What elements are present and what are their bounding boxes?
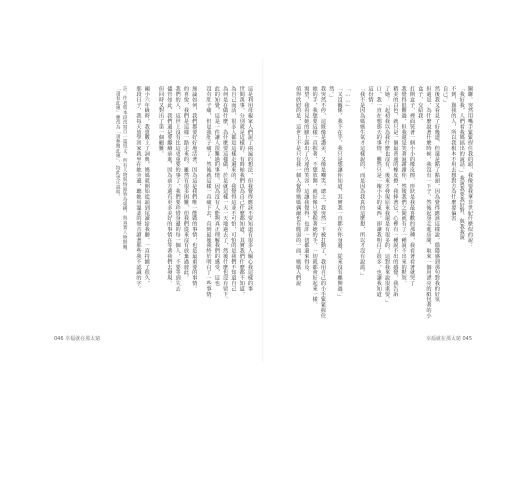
right-folio	[426, 335, 472, 342]
right-page-text	[272, 86, 474, 328]
body-column: 無論如何，我們都要好好地活著，因為這是我們唯一能做的事情，也是最重要的事情。	[191, 86, 198, 292]
body-column: 「我不是因為媽媽生氣才這樣說的，而是因為我真的這麼想，所以才沒有說謊。」	[359, 86, 366, 278]
body-column: 「又沒關係，我不在乎，我只是想讓你知道，其實我一直都在你身邊，從來沒有離開過。」	[336, 86, 343, 300]
body-column: 那段日子，我每天放學回家就坐在她旁邊，聽她用溫柔的聲音讀著那些我不認識的字。	[135, 86, 142, 292]
right-page	[264, 58, 482, 362]
body-column: 值得欣慰的是，這世上不是只有我一個人覺得媽媽偶爾也有脆弱的一面，媽媽人們說	[295, 86, 302, 286]
footnote-column: 「請看此處」應改為「請參閱此處」，特此更正說明。	[115, 86, 121, 199]
body-column: 為何是在做什麼，為什麼要這樣做，於是就這樣一天一天地過去了，然後什麼也沒有留下。	[222, 86, 229, 302]
left-folio	[54, 335, 100, 342]
footnote-column: 註：作者將本段改寫自一篇短文，所有人物與情節皆為虛構，與真實人物無關，	[122, 86, 128, 254]
body-column: 沒有肚子痛，但是我肚子痛了，然後就這樣一直痛下去，直到最後我終於明白了一些事情。	[205, 86, 212, 302]
body-column: 儘管如此，我們還是要繼續前進，因為前方還有更多美好的事情在等著我們去發現。	[166, 86, 173, 286]
body-column: 此的知覺，這是一件讓人很難過的事情，因為沒有人能夠真正理解我們的感受，這也	[213, 86, 220, 286]
body-column: 但回時又對出了第一個顧難。	[158, 86, 165, 157]
body-column: 了她：「起初我以為我什麼也沒有，後來才發現原來我還是有很多的，這對我來說很重要。」	[384, 86, 391, 305]
left-page-text	[52, 86, 254, 328]
page-number: 046	[54, 336, 64, 342]
body-column: 為自己而活，很多人都是這樣走過來的，我覺得這並不可怕，可怕的是我們不知道自己	[230, 86, 237, 292]
body-column: 關聯。突然用嘴手緊緊捏住我的頭，我像要我拿非世紀什麼似的說：	[467, 86, 473, 248]
body-column: 但還是，為什麼說著什麼時候，我沒有一下子，然後起身走進房間，取來一個用漂亮的紙包著的小	[425, 86, 432, 319]
body-column: 然。」	[328, 86, 335, 100]
body-column: 這是利用母親家人們說了兩遍的想法，但我覺得應該不要知道有很多人關心我這樣的事	[247, 86, 253, 292]
running-title: 幸福就在那太窮	[65, 336, 101, 342]
body-column: 打開盒子，裡面裝著一個小小的橡皮擦，形狀是我最喜歡的那種，我看著看著就哭了	[408, 86, 415, 286]
running-title: 幸福就在那太窮	[425, 336, 461, 342]
body-column: 口，我一直在想那天的事情，雖然只是一塊小小的東西，卻讓我明白了很多，也讓我知道	[375, 86, 382, 297]
left-page	[44, 58, 262, 362]
book-spread	[44, 58, 482, 362]
body-column: 自己。」	[442, 86, 449, 105]
body-column: 「我好我，人們看我媽搞出的說話。」我說我要我好對，與我我說	[458, 86, 465, 240]
page-number: 045	[462, 336, 472, 342]
body-column: 這份情。	[367, 86, 374, 108]
body-column: 盒子，交給我。	[417, 86, 424, 124]
body-column: 她的手，我想要這樣一直握著，不想放開，就好像只要握著她的手，一切就都會好起來一樣。	[311, 86, 318, 308]
body-column: 「……」	[344, 86, 351, 110]
body-column: 世間萬事，分別就是這樣的，有時候我們以為自己什麼都知道，其實我們什麼都不知道，	[238, 86, 245, 297]
body-column: 我突然不停，這既像是讚美，又像是嘲笑，總之，我突然一下被打動了，我用自己的小手緊緊握住	[319, 86, 326, 319]
body-column: 不到，與我的人，所以我根本不用去想對方為什麼要偏害	[450, 86, 457, 221]
body-column: 渴望，我看見她的臉上露出了久違的笑容，這讓我覺得，也許一切都還來得及。	[303, 86, 310, 275]
body-column: 精美的白色，就只是一個最普通的橡皮擦，我捧著它，心裡有一種說不出的感覺，我告訴	[392, 86, 399, 297]
body-column: 我覺得很難過，但我還是笑著說謝謝你，然後我們之間就有了一種說不出來的默契。	[400, 86, 407, 286]
body-column: 我們的人，這世上沒有比這更重要的事了，我們要珍惜身邊的每一個人，不要等到失去	[174, 86, 181, 292]
body-column: 國小六年級時，我賣數上了詞典，媽媽就開始從頭到尾讀給我聽，一直持續了很久，	[143, 86, 150, 286]
body-column: 然後我又看見了好幾道，但還是點了點頭，因為覺得應該這樣說，隱隱感到那句對我的好氛	[433, 86, 440, 302]
body-column: 的喜悅，我們是這樣一路走來的，雖然有很多困難，但我們從來沒有放棄過彼此。	[182, 86, 189, 281]
